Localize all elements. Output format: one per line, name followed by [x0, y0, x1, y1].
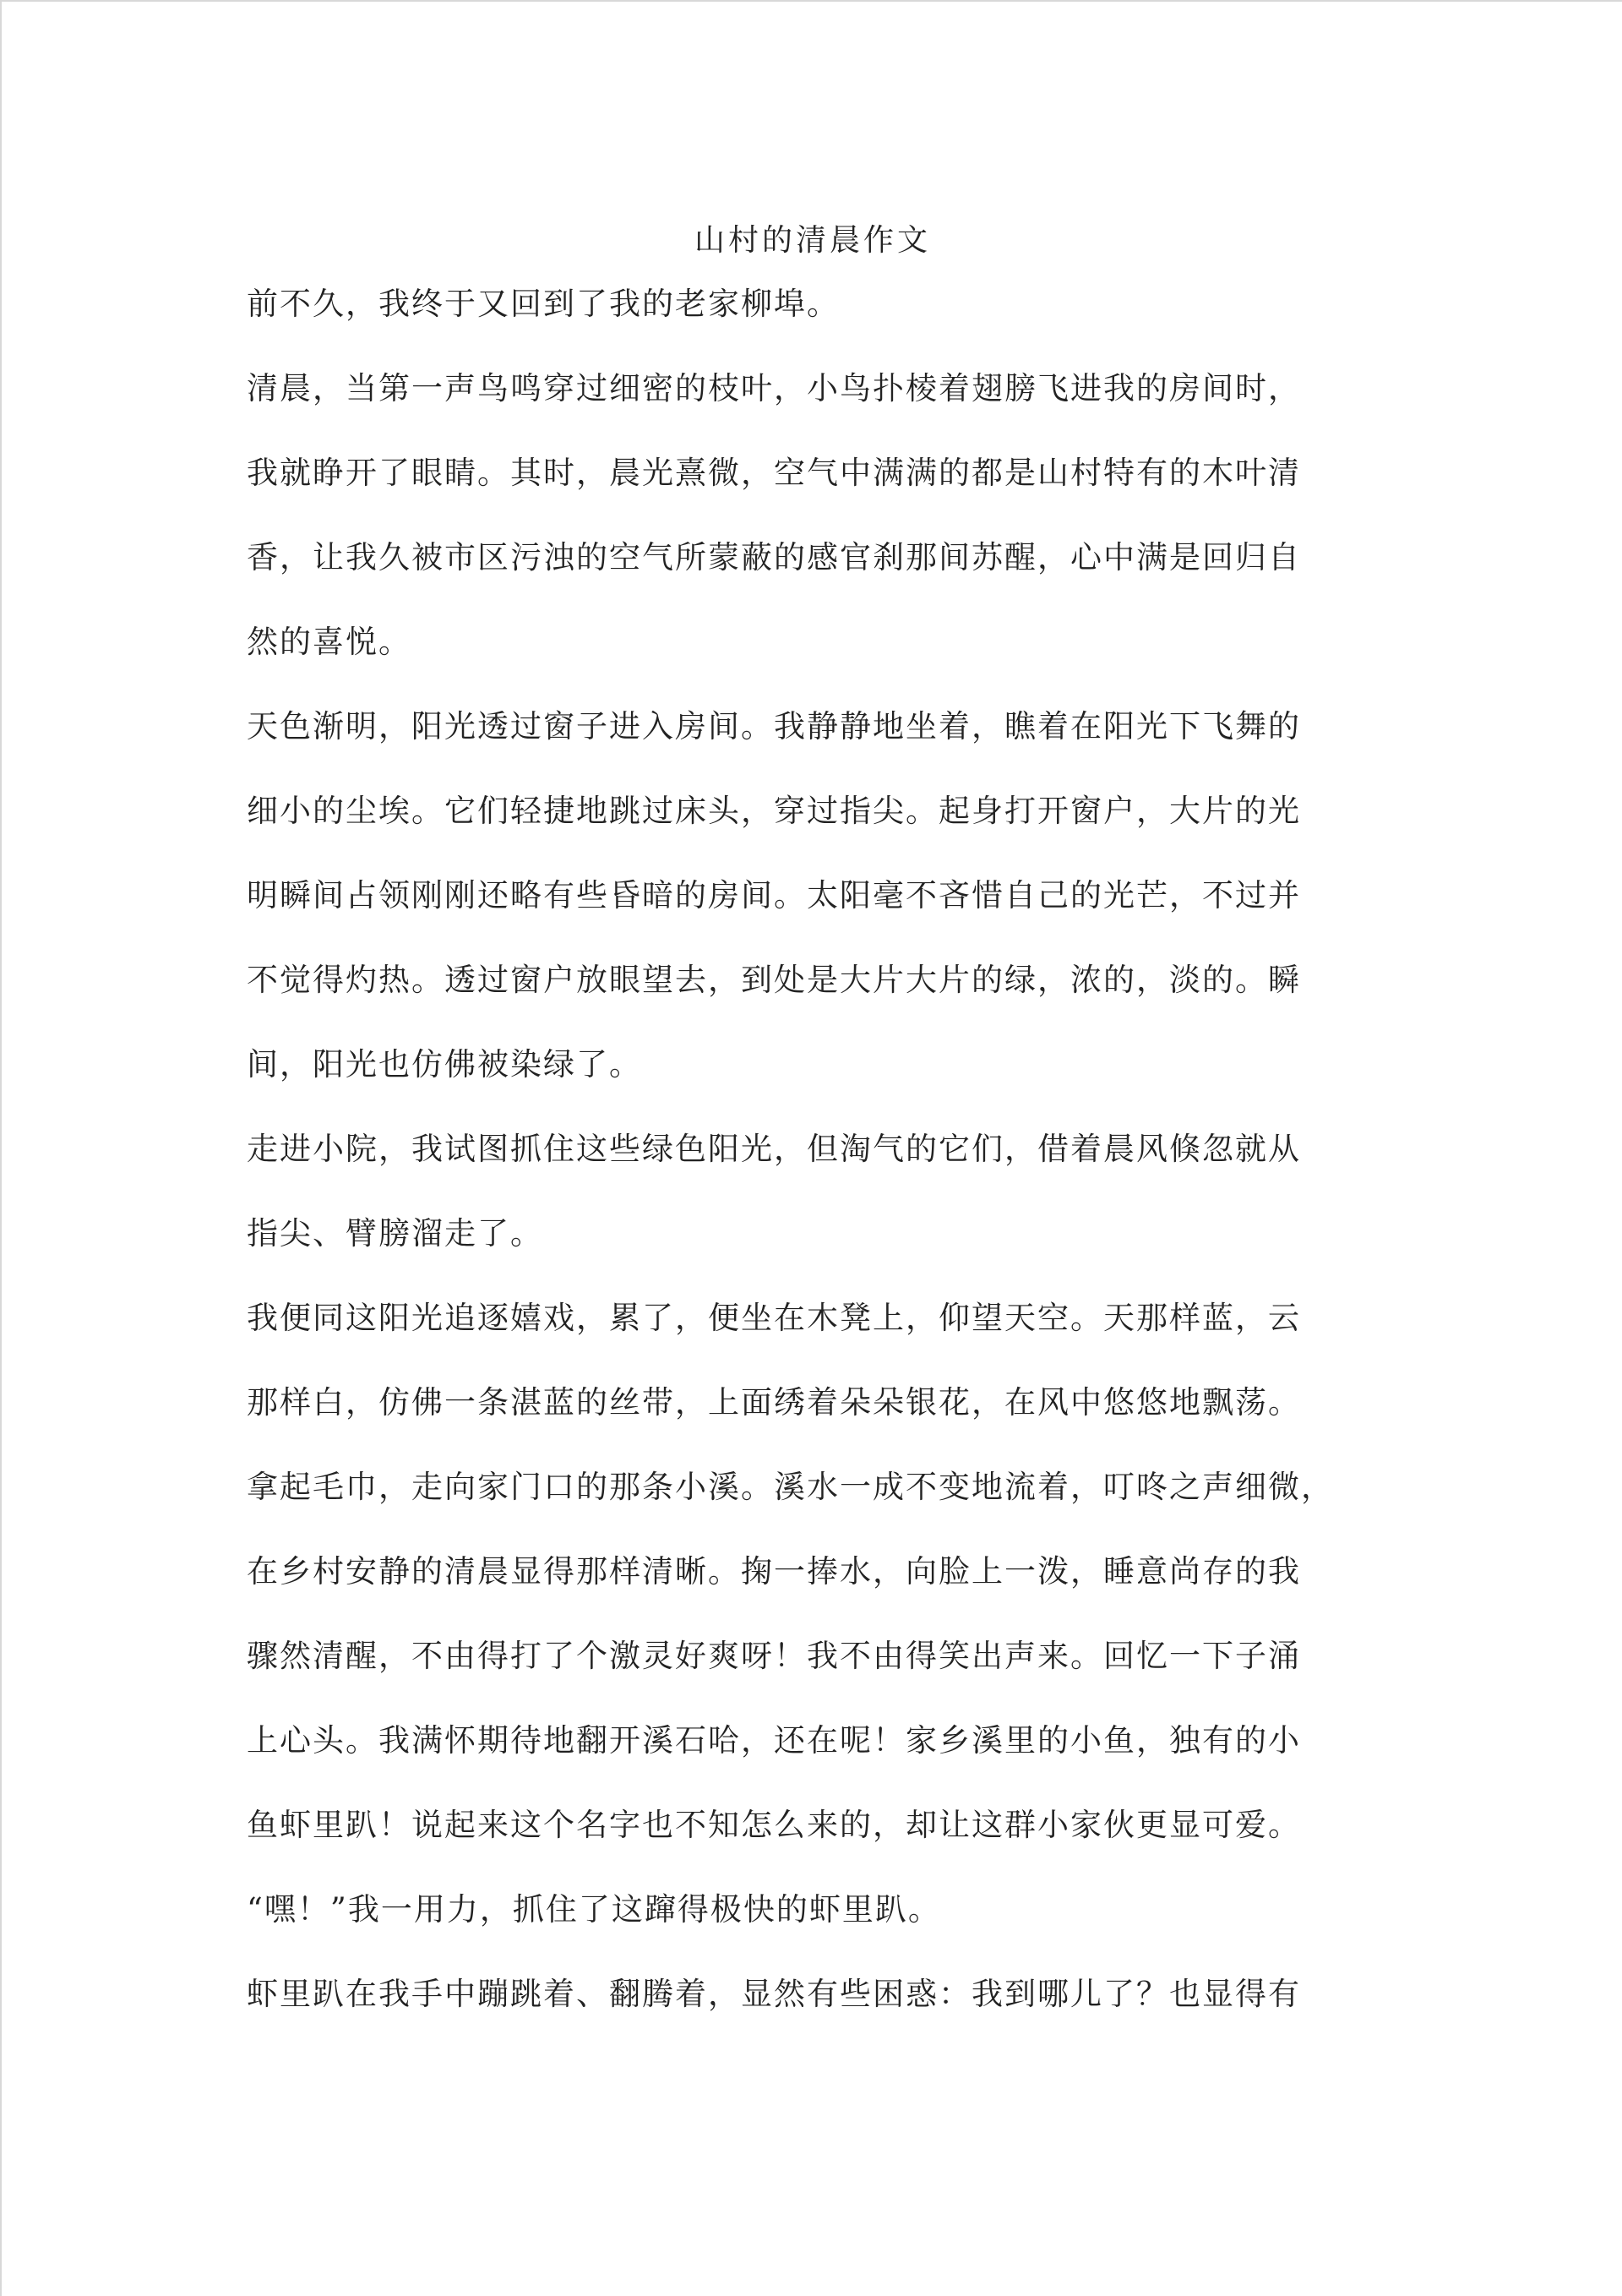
text-line: 上心头。我满怀期待地翻开溪石哈，还在呢！家乡溪里的小鱼，独有的小 [247, 1722, 1301, 1759]
text-line: 不觉得灼热。透过窗户放眼望去，到处是大片大片的绿，浓的，淡的。瞬 [247, 962, 1301, 998]
text-line: 间，阳光也仿佛被染绿了。 [247, 1046, 642, 1083]
text-line: 我就睁开了眼睛。其时，晨光熹微，空气中满满的都是山村特有的木叶清 [247, 455, 1301, 491]
text-line: 拿起毛巾，走向家门口的那条小溪。溪水一成不变地流着，叮咚之声细微， [247, 1469, 1334, 1505]
text-line: 明瞬间占领刚刚还略有些昏暗的房间。太阳毫不吝惜自己的光芒，不过并 [247, 877, 1301, 913]
text-line: 走进小院，我试图抓住这些绿色阳光，但淘气的它们，借着晨风倏忽就从 [247, 1131, 1301, 1167]
text-line: 指尖、臂膀溜走了。 [247, 1215, 543, 1252]
text-line: 天色渐明，阳光透过窗子进入房间。我静静地坐着，瞧着在阳光下飞舞的 [247, 708, 1301, 744]
document-body [247, 262, 1421, 2037]
text-line: 清晨，当第一声鸟鸣穿过细密的枝叶，小鸟扑棱着翅膀飞进我的房间时， [247, 370, 1301, 406]
document-title: 山村的清晨作文 [694, 223, 931, 258]
text-line: 骤然清醒，不由得打了个激灵好爽呀！我不由得笑出声来。回忆一下子涌 [247, 1638, 1301, 1674]
text-line: 香，让我久被市区污浊的空气所蒙蔽的感官刹那间苏醒，心中满是回归自 [247, 539, 1301, 575]
text-line: 细小的尘埃。它们轻捷地跳过床头，穿过指尖。起身打开窗户，大片的光 [247, 793, 1301, 829]
text-line: 鱼虾里趴！说起来这个名字也不知怎么来的，却让这群小家伙更显可爱。 [247, 1807, 1301, 1843]
text-line: “嘿！”我一用力，抓住了这蹿得极快的虾里趴。 [247, 1891, 941, 1928]
text-line: 我便同这阳光追逐嬉戏，累了，便坐在木凳上，仰望天空。天那样蓝，云 [247, 1300, 1301, 1336]
text-line: 然的喜悦。 [247, 624, 411, 660]
text-line: 虾里趴在我手中蹦跳着、翻腾着，显然有些困惑：我到哪儿了？也显得有 [247, 1976, 1301, 2012]
text-line: 那样白，仿佛一条湛蓝的丝带，上面绣着朵朵银花，在风中悠悠地飘荡。 [247, 1384, 1301, 1421]
text-line: 在乡村安静的清晨显得那样清晰。掬一捧水，向脸上一泼，睡意尚存的我 [247, 1553, 1301, 1590]
text-line: 前不久，我终于又回到了我的老家柳埠。 [247, 286, 840, 322]
